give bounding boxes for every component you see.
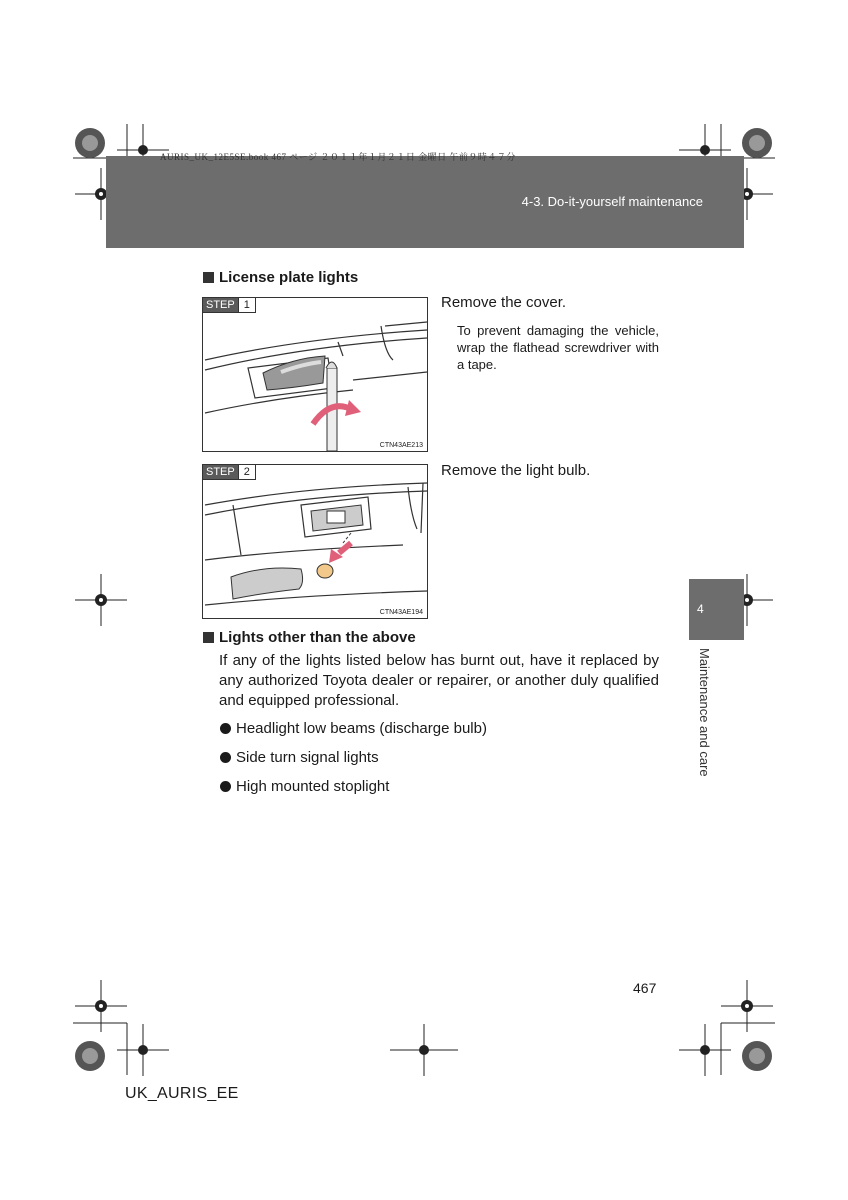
- step-badge-number: 2: [238, 465, 255, 479]
- step-badge-word: STEP: [203, 465, 238, 479]
- bullet-text: Headlight low beams (discharge bulb): [236, 720, 487, 737]
- square-bullet-icon: [203, 632, 214, 643]
- license-heading: [203, 269, 358, 286]
- other-heading-text: Lights other than the above: [219, 629, 416, 646]
- bullet-item: [220, 778, 389, 795]
- print-metadata: AURIS_UK_12E5SE.book 467 ページ ２０１１年１月２１日 金曜日 午前９時４７分: [160, 152, 516, 162]
- bullet-dot-icon: [220, 723, 231, 734]
- step-2-title: Remove the light bulb.: [441, 462, 591, 479]
- figure-code: CTN43AE213: [379, 442, 423, 449]
- step-1-note: To prevent damaging the vehicle, wrap the flathead screwdriver with a tape.: [457, 323, 659, 372]
- square-bullet-icon: [203, 272, 214, 283]
- chapter-label: Maintenance and care: [697, 648, 712, 777]
- step-badge-number: 1: [238, 298, 255, 312]
- figure-code: CTN43AE194: [379, 609, 423, 616]
- other-heading: [203, 629, 416, 646]
- step-2-figure: [202, 464, 428, 619]
- bullet-dot-icon: [220, 752, 231, 763]
- chapter-number: 4: [697, 602, 704, 616]
- light-bulb-illustration: [203, 465, 427, 618]
- step-1-figure: [202, 297, 428, 452]
- page-number: 467: [633, 980, 657, 996]
- footer-code: UK_AURIS_EE: [125, 1085, 239, 1102]
- license-heading-text: License plate lights: [219, 269, 359, 286]
- bullet-item: [220, 720, 487, 737]
- section-label: 4-3. Do-it-yourself maintenance: [521, 194, 703, 209]
- bullet-item: [220, 749, 379, 766]
- license-cover-illustration: [203, 298, 427, 451]
- bullet-dot-icon: [220, 781, 231, 792]
- bullet-text: High mounted stoplight: [236, 778, 390, 795]
- step-badge-word: STEP: [203, 298, 238, 312]
- other-paragraph: If any of the lights listed below has burnt out, have it replaced by any authorized Toyota dealer or repairer, or another duly qualified and equipped professional.: [219, 652, 659, 709]
- step-1-title: Remove the cover.: [441, 294, 567, 311]
- bullet-text: Side turn signal lights: [236, 749, 379, 766]
